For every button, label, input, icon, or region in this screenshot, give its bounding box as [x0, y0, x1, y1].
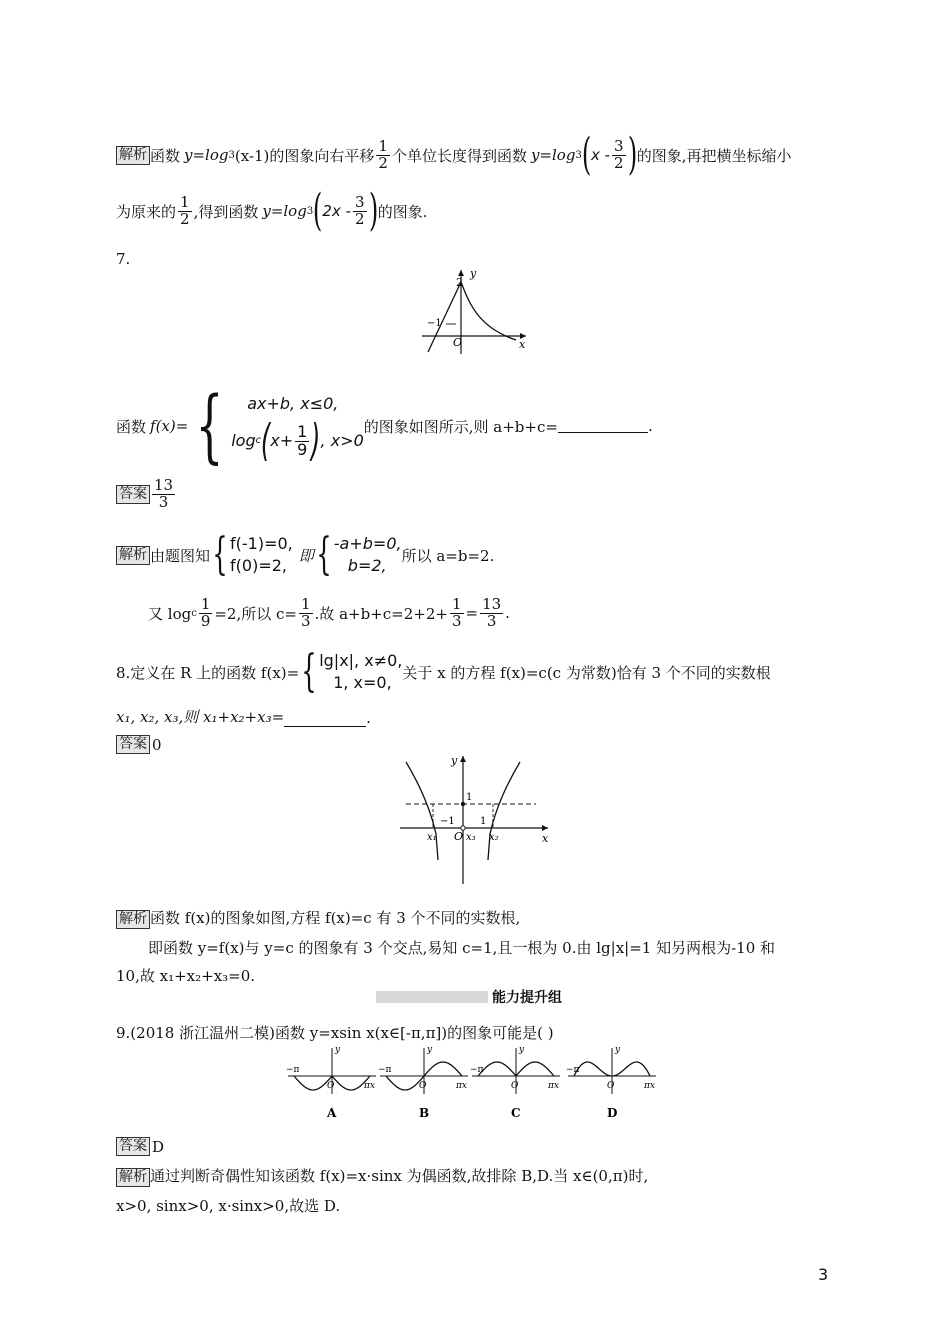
- denominator: 2: [354, 209, 365, 228]
- denominator: 3: [158, 492, 169, 511]
- text: 2x -: [322, 202, 351, 220]
- pi-x-label: πx: [644, 1081, 655, 1091]
- y-axis-label: y: [427, 1045, 433, 1055]
- q6-solution-line2: [116, 186, 816, 236]
- option-a-letter: A: [327, 1106, 337, 1120]
- text: y=log: [262, 202, 307, 220]
- text: x -: [590, 146, 611, 164]
- q7-number: 7.: [116, 250, 131, 268]
- piecewise-cases: [231, 389, 364, 466]
- q7-graph: [418, 266, 533, 356]
- y-axis-label: y: [615, 1045, 621, 1055]
- text: .: [505, 604, 510, 622]
- left-brace: {: [316, 529, 332, 580]
- text: x₁, x₂, x₃,则 x₁+x₂+x₃=: [116, 708, 285, 726]
- left-paren: (: [313, 185, 323, 236]
- text: 的图象,再把横坐标缩小: [636, 146, 792, 165]
- denominator: 3: [486, 611, 497, 630]
- origin-label: O: [607, 1081, 615, 1091]
- case-1: lg|x|, x≠0,: [319, 651, 403, 670]
- solution-tag: 解析: [116, 1168, 150, 1187]
- equation: f(0)=2,: [230, 556, 287, 575]
- numerator: 1: [180, 192, 190, 211]
- answer-blank: [284, 714, 366, 727]
- origin-label: O: [453, 336, 463, 349]
- text: c: [191, 607, 197, 619]
- text: 函数: [150, 146, 181, 165]
- left-paren: (: [581, 129, 592, 180]
- q7-solution-line2: [148, 588, 510, 638]
- y-tick-1: 1: [466, 792, 473, 803]
- denominator: 2: [180, 209, 190, 228]
- answer-fraction: [152, 478, 175, 511]
- case-1: ax+b, x≤0,: [247, 394, 339, 413]
- y-axis-label: y: [335, 1045, 341, 1055]
- numerator: 1: [297, 421, 308, 441]
- denominator: 9: [297, 439, 308, 459]
- q8-answer: [116, 735, 162, 754]
- q9-answer: [116, 1137, 164, 1156]
- text: 8.定义在 R 上的函数 f(x)=: [116, 663, 300, 682]
- x-tick-neg1: −1: [440, 816, 455, 827]
- text: c: [255, 435, 262, 446]
- text: y=log: [530, 146, 576, 164]
- text: 函数 f(x)的图象如图,方程 f(x)=c 有 3 个不同的实数根,: [150, 909, 521, 927]
- system-1: [230, 533, 293, 577]
- pi-x-label: πx: [364, 1081, 375, 1091]
- right-paren: ): [368, 185, 378, 236]
- solution-tag: 解析: [116, 546, 150, 565]
- denominator: 2: [614, 153, 624, 172]
- q7-solution-line1: [116, 530, 494, 580]
- text: .: [647, 417, 653, 435]
- text: .故 a+b+c=2+2+: [314, 604, 448, 623]
- answer-tag: 答案: [116, 485, 150, 504]
- denominator: 3: [300, 611, 311, 630]
- pi-x-label: πx: [456, 1081, 467, 1091]
- text: 的图象.: [377, 202, 428, 221]
- text: 3: [575, 149, 582, 161]
- text: 即: [298, 546, 314, 565]
- right-paren: ): [311, 415, 321, 466]
- text: 函数: [116, 417, 147, 436]
- text: .: [366, 709, 371, 727]
- pi-x-label: πx: [548, 1081, 559, 1091]
- fraction: [612, 136, 626, 172]
- denominator: 3: [451, 611, 462, 630]
- text: =2,所以 c=: [214, 604, 297, 623]
- text: 又 log: [148, 604, 192, 623]
- text: =: [465, 604, 479, 622]
- equation: -a+b=0,: [333, 534, 402, 553]
- answer-tag: 答案: [116, 735, 150, 754]
- neg-pi-label: −π: [566, 1065, 580, 1075]
- denominator: 2: [378, 153, 388, 172]
- solution-tag: 解析: [116, 910, 150, 929]
- fraction: [295, 421, 309, 459]
- denominator: 9: [200, 611, 211, 630]
- numerator: 1: [378, 136, 388, 155]
- q9-stem: 9.(2018 浙江温州二模)函数 y=xsin x(x∈[-π,π])的图象可能是( ): [116, 1024, 554, 1042]
- option-c-letter: C: [511, 1106, 521, 1120]
- root-x1-label: x₁: [427, 832, 437, 843]
- q8-solution-line1: [116, 907, 520, 929]
- left-brace: {: [301, 646, 317, 697]
- text: 所以 a=b=2.: [401, 546, 495, 565]
- fraction: [450, 594, 464, 630]
- q8-stem-line2: [116, 706, 371, 727]
- numerator: 13: [154, 476, 174, 494]
- text: 由题图知: [150, 546, 211, 565]
- neg-pi-label: −π: [470, 1065, 484, 1075]
- y-axis-label: y: [470, 267, 477, 280]
- text: y=log: [184, 146, 229, 164]
- fraction: [178, 192, 192, 228]
- tick-label-neg1: −1: [427, 318, 442, 329]
- x-axis-label: x: [519, 338, 526, 351]
- q8-solution-line3: 10,故 x₁+x₂+x₃=0.: [116, 967, 256, 985]
- numerator: 1: [200, 594, 211, 613]
- fraction: [353, 192, 367, 228]
- answer-tag: 答案: [116, 1137, 150, 1156]
- fraction: [199, 594, 213, 630]
- left-paren: (: [260, 415, 271, 466]
- q9-options-graphs: [286, 1044, 670, 1124]
- q8-solution-line2: 即函数 y=f(x)与 y=c 的图象有 3 个交点,易知 c=1,且一根为 0.由 lg|x|=1 知另两根为-10 和: [148, 939, 776, 957]
- text: (x-1)的图象向右平移: [234, 146, 375, 165]
- numerator: 1: [300, 594, 311, 613]
- numerator: 1: [451, 594, 462, 613]
- q9-solution-line1: [116, 1165, 648, 1187]
- text: log: [231, 431, 256, 450]
- option-d-letter: D: [607, 1106, 618, 1120]
- q9-solution-line2: x>0, sinx>0, x·sinx>0,故选 D.: [116, 1197, 341, 1215]
- q8-stem-line1: [116, 648, 771, 696]
- left-brace: {: [195, 379, 224, 472]
- q8-graph: [396, 752, 556, 886]
- piecewise-cases: [319, 650, 402, 694]
- answer-value: D: [152, 1137, 165, 1156]
- x-axis-label: x: [542, 832, 549, 845]
- text: 个单位长度得到函数: [391, 146, 527, 165]
- left-brace: {: [212, 529, 228, 580]
- numerator: 13: [482, 594, 502, 613]
- system-2: [334, 533, 402, 577]
- equation: b=2,: [347, 556, 387, 575]
- text: 关于 x 的方程 f(x)=c(c 为常数)恰有 3 个不同的实数根: [402, 663, 771, 682]
- origin-label: O: [327, 1081, 335, 1091]
- origin-label: O: [454, 830, 464, 843]
- origin-label: O: [419, 1081, 427, 1091]
- answer-value: 0: [152, 735, 162, 754]
- fraction: [376, 136, 390, 172]
- case-2: 1, x=0,: [333, 673, 392, 692]
- neg-pi-label: −π: [378, 1065, 392, 1075]
- fraction: [299, 594, 313, 630]
- q6-solution-line1: [116, 130, 846, 180]
- text: 为原来的: [116, 202, 177, 221]
- case-2: [231, 415, 364, 466]
- root-x2-label: x₂: [489, 832, 499, 843]
- neg-pi-label: −π: [286, 1065, 300, 1075]
- option-b-letter: B: [419, 1106, 430, 1120]
- text: 通过判断奇偶性知该函数 f(x)=x·sinx 为偶函数,故排除 B,D.当 x∈(0,π)时,: [150, 1167, 649, 1185]
- section-bar: [376, 991, 488, 1003]
- q7-answer: [116, 478, 177, 511]
- x-tick-1: 1: [480, 816, 487, 827]
- section-title: 能力提升组: [492, 990, 562, 1006]
- y-axis-label: y: [451, 754, 458, 767]
- text: ,得到函数: [193, 202, 259, 221]
- tick-label-2: 2: [456, 276, 463, 289]
- solution-tag: 解析: [116, 146, 150, 165]
- fraction: [480, 594, 503, 630]
- text: f(x)=: [150, 417, 189, 435]
- text: 3: [306, 205, 314, 217]
- root-x3-label: x₃: [466, 832, 476, 843]
- y-axis-label: y: [519, 1045, 525, 1055]
- answer-blank: [558, 420, 648, 433]
- right-paren: ): [627, 129, 637, 180]
- equation: f(-1)=0,: [230, 534, 293, 553]
- text: , x>0: [320, 431, 364, 450]
- text: 的图象如图所示,则 a+b+c=: [363, 417, 558, 436]
- text: x+: [270, 431, 294, 450]
- numerator: 3: [354, 192, 365, 211]
- origin-label: O: [511, 1081, 519, 1091]
- numerator: 3: [614, 136, 624, 155]
- page-number: 3: [818, 1265, 829, 1284]
- text: 3: [228, 149, 235, 161]
- q7-stem: [116, 379, 836, 472]
